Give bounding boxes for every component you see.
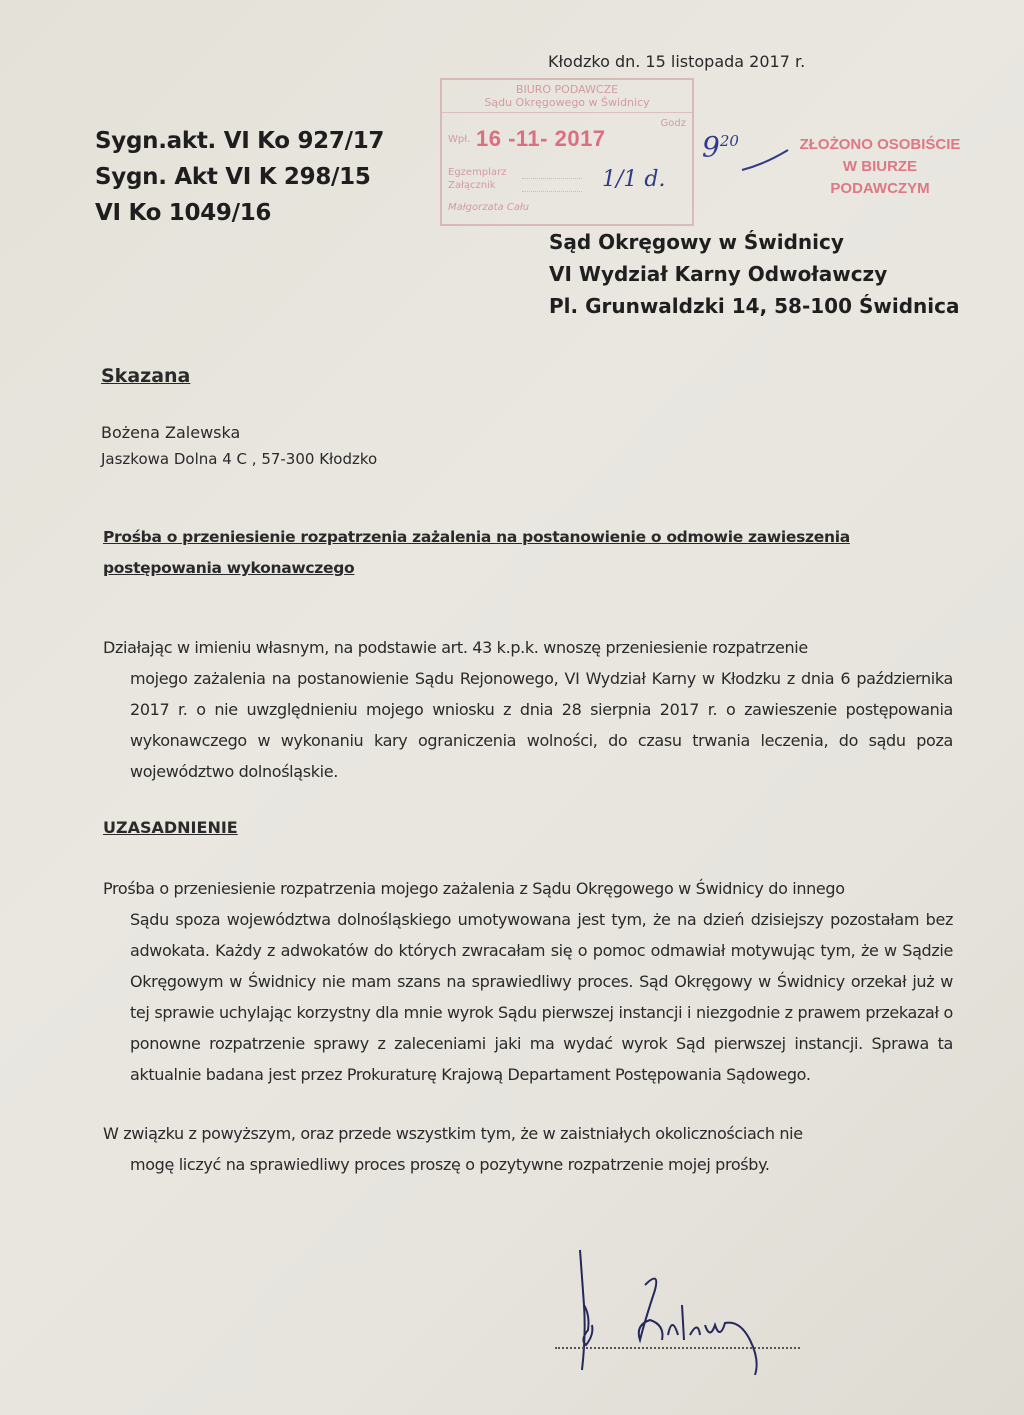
paragraph-body: Sądu spoza województwa dolnośląskiego umotywowana jest tym, że na dzień dzisiejszy pozostałam bez adwokata. Każdy z adwokatów do których zwracałam się o pomoc odmawiał motywując tym, że w Sądzie Okręgowym w Świdnicy nie mam szans na sprawiedliwy proces. Sąd Okręgowy w Świdnicy orzekał już w tej sprawie uchylając korzystny dla mnie wyrok Sądu pierwszej instancji i niezgodnie z prawem przekazał o ponowne rozpatrzenie sprawy z zaleceniami jaki ma wydać wyrok Sąd pierwszej instancji. Sprawa ta aktualnie badana jest przez Prokuraturę Krajową Departament Postępowania Sądowego. bbox=[130, 910, 953, 1084]
closing-paragraph bbox=[103, 1118, 953, 1180]
recipient-division: VI Wydział Karny Odwoławczy bbox=[549, 262, 888, 286]
red-stamp-line3: PODAWCZYM bbox=[830, 180, 930, 197]
stamp-zal-label: Załącznik bbox=[448, 180, 496, 191]
place-date: Kłodzko dn. 15 listopada 2017 r. bbox=[548, 52, 806, 71]
stamp-office-line2: Sądu Okręgowego w Świdnicy bbox=[484, 96, 650, 109]
submitted-in-person-stamp bbox=[790, 134, 970, 200]
case-ref-2: Sygn. Akt VI K 298/15 bbox=[95, 164, 371, 190]
case-references bbox=[95, 123, 384, 231]
stamp-header bbox=[442, 83, 692, 113]
stamp-office-line1: BIURO PODAWCZE bbox=[515, 83, 619, 96]
sender-address: Jaszkowa Dolna 4 C , 57-300 Kłodzko bbox=[101, 450, 378, 468]
handwritten-time bbox=[702, 124, 739, 164]
stamp-godz-label: Godz bbox=[660, 118, 686, 129]
paragraph-body: mogę liczyć na sprawiedliwy proces proszę o pozytywne rozpatrzenie mojej prośby. bbox=[130, 1155, 770, 1174]
handwritten-minutes: 20 bbox=[719, 132, 739, 150]
recipient-address bbox=[549, 226, 959, 322]
sender-block bbox=[101, 420, 377, 472]
signature-icon bbox=[550, 1245, 800, 1375]
red-stamp-line1: ZŁOŻONO OSOBIŚCIE bbox=[799, 136, 961, 153]
signature-line bbox=[555, 1347, 800, 1349]
case-ref-3: VI Ko 1049/16 bbox=[95, 200, 272, 226]
stamp-dotted-line bbox=[522, 178, 582, 179]
red-stamp-line2: W BIURZE bbox=[842, 158, 918, 175]
stamp-wpl-label: Wpł. bbox=[448, 134, 471, 145]
subject-line: Prośba o przeniesienie rozpatrzenia zażalenia na postanowienie o odmowie zawieszenia postępowania wykonawczego bbox=[103, 528, 850, 577]
request-paragraph bbox=[103, 632, 953, 787]
paragraph-first-line: W związku z powyższym, oraz przede wszystkim tym, że w zaistniałych okolicznościach nie bbox=[103, 1124, 803, 1143]
signature-area bbox=[550, 1245, 800, 1375]
registry-stamp bbox=[440, 78, 694, 226]
paragraph-body: mojego zażalenia na postanowienie Sądu Rejonowego, VI Wydział Karny w Kłodzku z dnia 6 października 2017 r. o nie uwzględnieniu mojego wniosku z dnia 28 sierpnia 2017 r. o zawieszenie postępowania wykonawczego w wykonaniu kary ograniczenia wolności, do czasu trwania leczenia, do sądu poza województwo dolnośląskie. bbox=[130, 669, 953, 781]
recipient-court: Sąd Okręgowy w Świdnicy bbox=[549, 230, 844, 254]
justification-paragraph bbox=[103, 873, 953, 1090]
stamp-dotted-line bbox=[522, 191, 582, 192]
stamp-egz-label: Egzemplarz bbox=[448, 167, 507, 178]
sender-name: Bożena Zalewska bbox=[101, 423, 241, 442]
stamp-egz bbox=[448, 166, 506, 192]
pen-stroke-icon bbox=[740, 140, 790, 180]
stamp-date: 16 -11- 2017 bbox=[476, 126, 606, 151]
handwritten-hour: 9 bbox=[702, 130, 720, 164]
paragraph-first-line: Działając w imieniu własnym, na podstawie art. 43 k.p.k. wnoszę przeniesienie rozpatrzenie bbox=[103, 638, 808, 657]
recipient-street: Pl. Grunwaldzki 14, 58-100 Świdnica bbox=[549, 294, 960, 318]
justification-heading: UZASADNIENIE bbox=[103, 818, 238, 837]
handwritten-note: 1/1 d. bbox=[602, 167, 666, 192]
sender-heading: Skazana bbox=[101, 365, 191, 387]
case-ref-1: Sygn.akt. VI Ko 927/17 bbox=[95, 128, 385, 154]
stamp-clerk-name: Małgorzata Cału bbox=[448, 202, 530, 213]
paragraph-first-line: Prośba o przeniesienie rozpatrzenia mojego zażalenia z Sądu Okręgowego w Świdnicy do innego bbox=[103, 879, 845, 898]
